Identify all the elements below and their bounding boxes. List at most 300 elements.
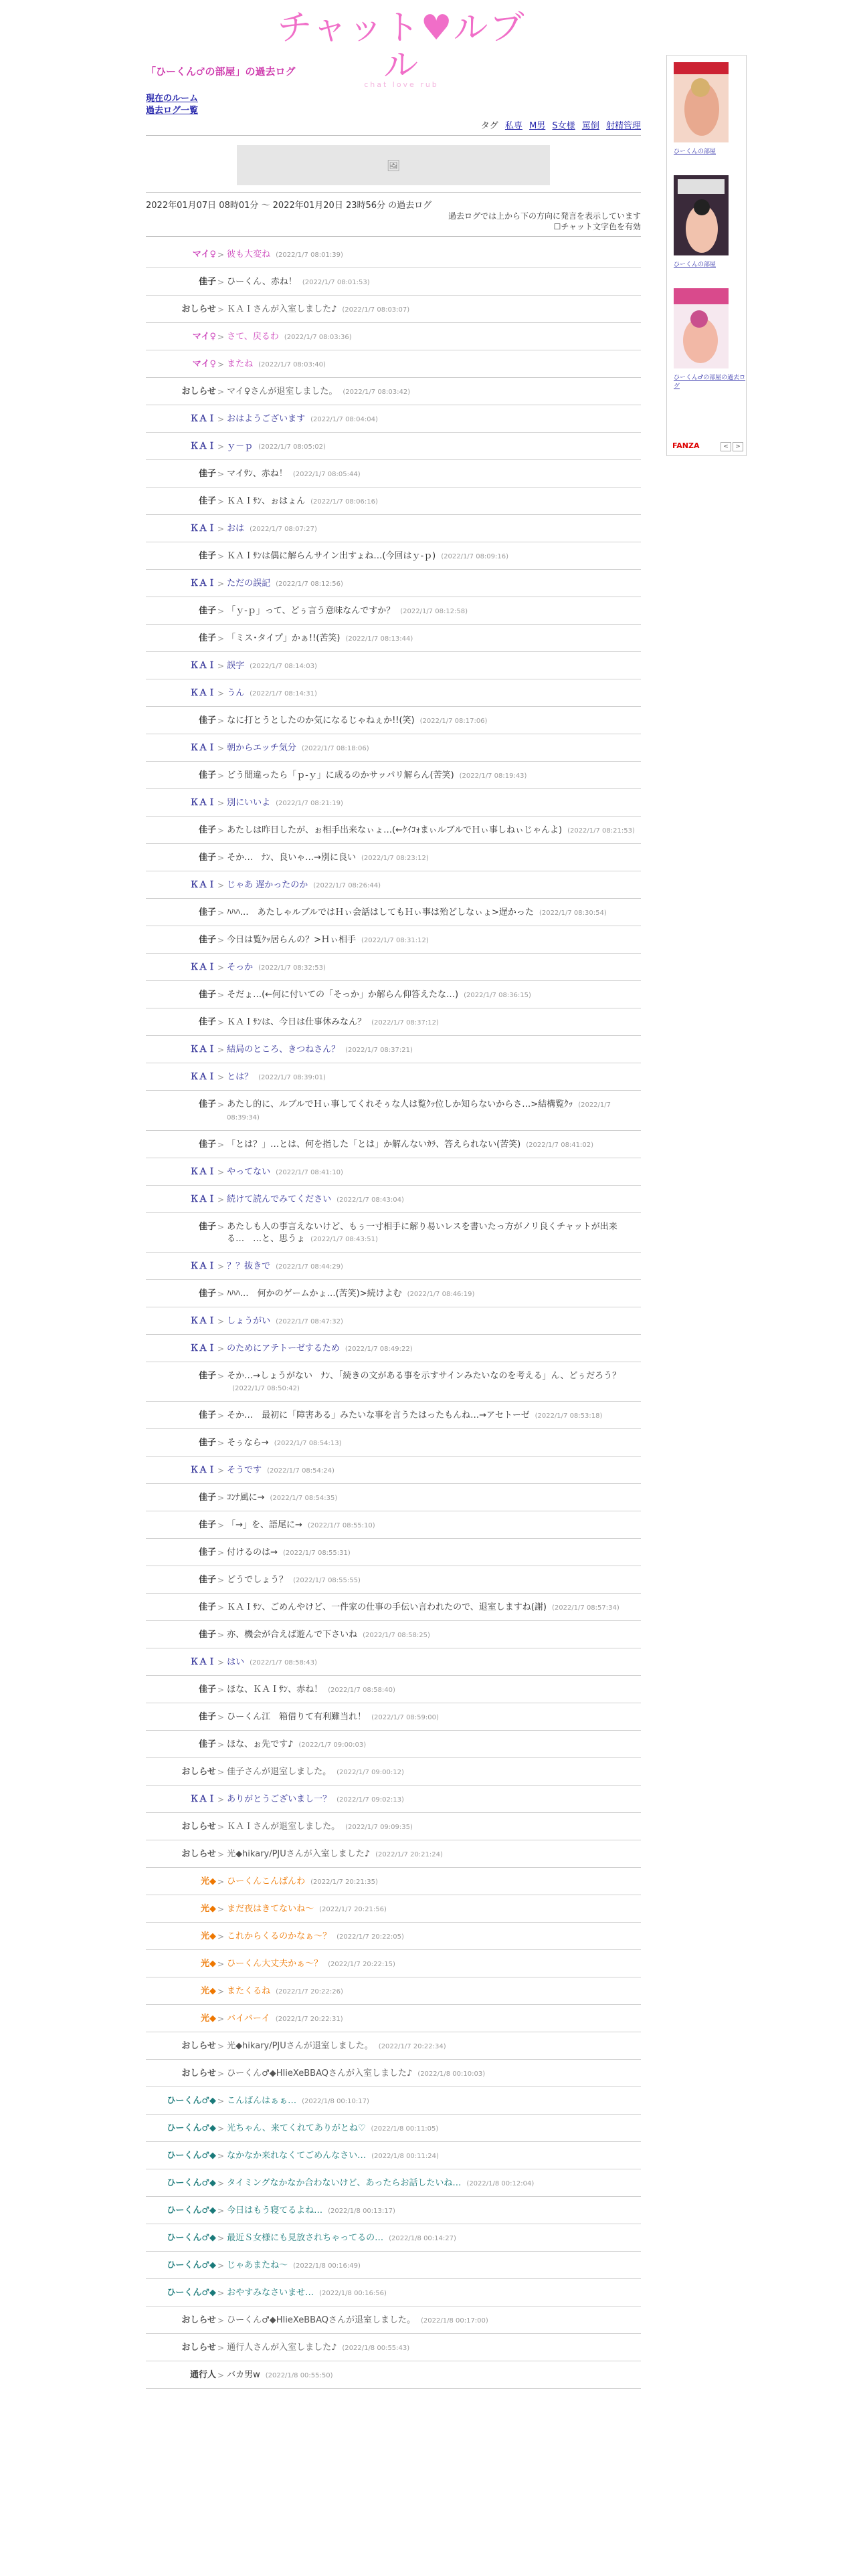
tag-link[interactable]: 罵倒 — [581, 121, 599, 131]
chat-message-row — [146, 405, 641, 433]
message-text: ＫＡＩｻﾝ、ぉはょん — [227, 496, 306, 506]
chat-message-row — [146, 2279, 641, 2306]
message-body — [227, 2369, 641, 2382]
speaker-name: ＫＡＩ — [189, 1316, 216, 1326]
separator-icon: > — [217, 1168, 225, 1177]
image-icon: 🖼 — [386, 158, 401, 172]
chat-message-row — [146, 926, 641, 954]
message-text: おはようございます — [227, 414, 306, 424]
timestamp: (2022/1/7 20:22:34) — [378, 2043, 446, 2050]
fanza-logo[interactable]: FANZA — [672, 441, 700, 450]
speaker-name: 光◆ — [201, 1931, 216, 1941]
speaker-name: ＫＡＩ — [189, 1794, 216, 1804]
message-text: うん — [227, 688, 245, 698]
book-cover-1[interactable] — [674, 62, 729, 142]
timestamp: (2022/1/7 08:57:34) — [551, 1604, 619, 1612]
ad-banner[interactable] — [237, 145, 550, 185]
message-body — [227, 687, 641, 700]
speaker-name: ひーくん♂◆ — [167, 2151, 216, 2161]
book-caption[interactable]: ひーくんの部屋 — [674, 261, 717, 268]
speaker-name: 佳子 — [198, 716, 216, 726]
timestamp: (2022/1/7 08:43:51) — [310, 1236, 378, 1243]
chat-message-row — [146, 762, 641, 789]
speaker-name: おしらせ — [181, 2041, 216, 2051]
timestamp: (2022/1/7 08:44:29) — [276, 1263, 343, 1271]
timestamp: (2022/1/7 08:03:42) — [343, 389, 411, 396]
system-notice-row — [146, 2032, 641, 2060]
timestamp: (2022/1/8 00:16:56) — [319, 2290, 387, 2297]
message-body — [227, 413, 641, 426]
system-notice-row — [146, 2306, 641, 2334]
timestamp: (2022/1/7 08:41:10) — [276, 1169, 343, 1176]
message-body — [227, 1465, 641, 1477]
logo-title: チャット♥ルブル — [277, 8, 526, 86]
message-body — [227, 1574, 641, 1587]
speaker-name: 佳子 — [198, 633, 216, 643]
timestamp: (2022/1/7 08:03:40) — [258, 361, 326, 368]
speaker-name: ＫＡＩ — [189, 441, 216, 451]
message-text: 結局のところ、きつねさん？ — [227, 1045, 341, 1055]
separator-icon: > — [217, 2042, 225, 2051]
separator-icon: > — [217, 1548, 225, 1558]
chat-message-row — [146, 2197, 641, 2224]
speaker-name: 佳子 — [198, 277, 216, 287]
timestamp: (2022/1/7 08:49:22) — [345, 1346, 413, 1353]
current-room-link[interactable]: 現在のルーム — [146, 94, 199, 104]
separator-icon: > — [217, 1195, 225, 1204]
timestamp: (2022/1/7 08:50:42) — [232, 1385, 300, 1392]
message-body — [227, 1437, 641, 1450]
timestamp: (2022/1/7 08:59:00) — [371, 1714, 439, 1721]
speaker-name: ひーくん♂◆ — [167, 2206, 216, 2216]
chat-message-row — [146, 1457, 641, 1484]
timestamp: (2022/1/8 00:10:03) — [417, 2070, 486, 2078]
timestamp: (2022/1/7 08:47:32) — [276, 1318, 343, 1325]
speaker-name: ＫＡＩ — [189, 524, 216, 534]
message-text: ただの誤記 — [227, 578, 271, 588]
speaker-name: 光◆ — [201, 2014, 216, 2024]
timestamp: (2022/1/7 09:00:03) — [298, 1741, 367, 1749]
separator-icon: > — [217, 2206, 225, 2216]
separator-icon: > — [217, 963, 225, 972]
message-text: あたしも人の事言えないけど、もぅ一寸相手に解り易いレスを書いたっ方がノリ良くチャットが出来る… …と、思うょ — [227, 1222, 617, 1244]
tag-link[interactable]: S女様 — [552, 121, 575, 131]
message-text: あたし的に、ルブルでＨぃ事してくれそぅな人は覧ｸｯ位しか知らないからさ…>結構覧ｸｯ — [227, 1099, 573, 1109]
timestamp: (2022/1/7 08:07:27) — [250, 526, 317, 533]
color-toggle-label: チャット文字色を有効 — [561, 222, 641, 231]
speaker-name: 佳子 — [198, 469, 216, 479]
speaker-name: ＫＡＩ — [189, 962, 216, 972]
log-list-link[interactable]: 過去ログ一覧 — [146, 106, 199, 116]
book-cover-3[interactable] — [674, 288, 729, 368]
speaker-name: 佳子 — [198, 770, 216, 780]
separator-icon: > — [217, 387, 225, 397]
message-text: ひーくん、赤ね！ — [227, 277, 297, 287]
timestamp: (2022/1/8 00:13:17) — [328, 2208, 395, 2215]
system-notice-row — [146, 1840, 641, 1868]
message-text: そうです — [227, 1465, 262, 1475]
chat-message-row — [146, 844, 641, 871]
timestamp: (2022/1/7 08:37:12) — [371, 1019, 439, 1027]
message-text: じゃあまたね～ — [227, 2260, 288, 2270]
separator-icon: > — [217, 689, 225, 698]
timestamp: (2022/1/7 08:37:21) — [345, 1047, 413, 1054]
timestamp: (2022/1/8 00:16:49) — [293, 2262, 361, 2270]
chat-message-row — [146, 679, 641, 707]
message-body — [227, 825, 641, 837]
book-caption[interactable]: ひーくん♂の部屋の過去ログ — [674, 374, 746, 390]
book-cover-2[interactable] — [674, 175, 729, 255]
timestamp: (2022/1/7 08:18:06) — [301, 745, 369, 752]
separator-icon: > — [217, 415, 225, 424]
page-title: 「ひーくん♂の部屋」の過去ログ — [146, 66, 296, 78]
tag-label: タグ — [480, 121, 498, 131]
message-body — [227, 1139, 641, 1152]
message-text: ＫＡＩｻﾝ、ごめんやけど、一件家の仕事の手伝い言われたので、退室しますね(謝) — [227, 1602, 547, 1612]
speaker-name: おしらせ — [181, 2343, 216, 2353]
speaker-name: ＫＡＩ — [189, 1465, 216, 1475]
tag-link[interactable]: 私専 — [504, 121, 522, 131]
speaker-name: 佳子 — [198, 1739, 216, 1749]
message-text: 「ｙ-ｐ」って、どぅ言う意味なんですか？ — [227, 606, 395, 616]
timestamp: (2022/1/7 08:04:04) — [310, 416, 378, 423]
tag-bar — [146, 118, 641, 131]
timestamp: (2022/1/7 08:21:53) — [567, 827, 635, 835]
chat-message-row — [146, 1186, 641, 1213]
chat-message-row — [146, 899, 641, 926]
message-body — [227, 386, 641, 399]
message-body — [227, 2013, 641, 2026]
message-body — [227, 358, 641, 371]
speaker-name: ＫＡＩ — [189, 1194, 216, 1204]
speaker-name: 佳子 — [198, 1371, 216, 1381]
chat-message-row — [146, 1539, 641, 1566]
message-text: ひーくんこんばんわ — [227, 1876, 306, 1887]
chat-message-row — [146, 515, 641, 542]
message-body — [227, 770, 641, 782]
message-text: ほな、ＫＡＩｻﾝ、赤ね！ — [227, 1685, 323, 1695]
separator-icon: > — [217, 1100, 225, 1109]
chat-message-row — [146, 1648, 641, 1676]
speaker-name: 佳子 — [198, 1289, 216, 1299]
speaker-name: おしらせ — [181, 2315, 216, 2325]
timestamp: (2022/1/7 20:22:31) — [275, 2016, 343, 2023]
message-text: 付けるのは→ — [227, 1547, 278, 1558]
message-body — [227, 1221, 641, 1246]
speaker-name: 佳子 — [198, 1575, 216, 1585]
tag-link[interactable]: M男 — [529, 121, 546, 131]
separator-icon: > — [217, 798, 225, 808]
separator-icon: > — [217, 305, 225, 314]
speaker-name: ＫＡＩ — [189, 414, 216, 424]
chat-log — [146, 241, 641, 2389]
chat-message-row — [146, 460, 641, 488]
message-body — [227, 1711, 641, 1724]
speaker-name: 佳子 — [198, 1099, 216, 1109]
speaker-name: 佳子 — [198, 907, 216, 918]
chat-message-row — [146, 652, 641, 679]
message-body — [227, 1958, 641, 1971]
message-body — [227, 1766, 641, 1779]
message-body — [227, 1492, 641, 1505]
chat-message-row — [146, 1566, 641, 1594]
message-body — [227, 660, 641, 673]
message-text: マイ♀さんが退室しました。 — [227, 387, 338, 397]
message-text: おは — [227, 524, 245, 534]
message-text: 光◆hikary/PJUさんが入室しました♪ — [227, 1849, 371, 1859]
message-body — [227, 1848, 641, 1861]
chat-message-row — [146, 1868, 641, 1895]
message-text: しょうがい — [227, 1316, 271, 1326]
speaker-name: 佳子 — [198, 935, 216, 945]
message-text: やってない — [227, 1167, 271, 1177]
tag-link[interactable]: 射精管理 — [605, 121, 641, 131]
chat-message-row — [146, 2169, 641, 2197]
message-text: ＫＡＩｻﾝは偶に解らんサイン出すょね…(今回はｙ-ｐ) — [227, 551, 436, 561]
message-text: バイバーイ — [227, 2014, 270, 2024]
separator-icon: > — [217, 1045, 225, 1055]
speaker-name: ＫＡＩ — [189, 1045, 216, 1055]
separator-icon: > — [217, 2179, 225, 2188]
color-toggle[interactable] — [554, 222, 641, 231]
chat-message-row — [146, 1977, 641, 2005]
speaker-name: ひーくん♂◆ — [167, 2178, 216, 2188]
message-body — [227, 1071, 641, 1084]
message-text: そぅなら→ — [227, 1438, 269, 1448]
speaker-name: 佳子 — [198, 1017, 216, 1027]
message-text: ＫＡＩさんが入室しました♪ — [227, 304, 337, 314]
speaker-name: 佳子 — [198, 1222, 216, 1232]
chat-message-row — [146, 542, 641, 570]
timestamp: (2022/1/7 08:46:19) — [407, 1291, 475, 1298]
message-text: こんばんはぁぁ… — [227, 2096, 297, 2106]
speaker-name: おしらせ — [181, 387, 216, 397]
message-body — [227, 715, 641, 728]
timestamp: (2022/1/8 00:55:50) — [265, 2372, 333, 2379]
site-logo[interactable] — [274, 8, 529, 89]
system-notice-row — [146, 296, 641, 323]
message-body — [227, 742, 641, 755]
separator-icon: > — [217, 1140, 225, 1150]
timestamp: (2022/1/7 08:39:34) — [227, 1101, 611, 1121]
message-body — [227, 2260, 641, 2272]
speaker-name: ひーくん♂◆ — [167, 2096, 216, 2106]
timestamp: (2022/1/7 08:01:53) — [302, 279, 370, 286]
timestamp: (2022/1/7 08:55:55) — [293, 1577, 361, 1584]
separator-icon: > — [217, 1795, 225, 1804]
timestamp: (2022/1/7 08:03:36) — [284, 334, 352, 341]
timestamp: (2022/1/7 08:17:06) — [419, 718, 488, 725]
message-body — [227, 852, 641, 865]
message-body — [227, 1288, 641, 1301]
chat-message-row — [146, 1253, 641, 1280]
speaker-name: 佳子 — [198, 606, 216, 616]
message-body — [227, 2287, 641, 2300]
speaker-name: おしらせ — [181, 1767, 216, 1777]
message-text: はい — [227, 1657, 245, 1667]
timestamp: (2022/1/8 00:11:24) — [371, 2153, 439, 2160]
speaker-name: マイ♀ — [192, 249, 216, 259]
chat-message-row — [146, 433, 641, 460]
timestamp: (2022/1/7 08:26:44) — [313, 882, 381, 889]
speaker-name: 佳子 — [198, 496, 216, 506]
message-text: ひーくん大丈夫かぁ～？ — [227, 1959, 323, 1969]
divider — [146, 135, 641, 136]
message-text: 今日は覧ｸｯ居らんの？>Ｈぃ相手 — [227, 935, 356, 945]
message-body — [227, 1821, 641, 1834]
message-body — [227, 2095, 641, 2108]
speaker-name: 佳子 — [198, 853, 216, 863]
message-body — [227, 1684, 641, 1697]
message-body — [227, 1931, 641, 1943]
message-text: ひーくん江 箱借りて有利難当れ！ — [227, 1712, 367, 1722]
message-text: ﾊﾊﾊ… 何かのゲームかょ…(苦笑)>続けよむ — [227, 1289, 402, 1299]
speaker-name: ＫＡＩ — [189, 798, 216, 808]
timestamp: (2022/1/7 08:55:31) — [282, 1549, 351, 1557]
next-arrow-icon[interactable]: > — [733, 442, 743, 451]
order-note: 過去ログでは上から下の方向に発言を表示しています — [448, 211, 641, 221]
main-content — [146, 64, 641, 2389]
message-text: まだ夜はきてないね～ — [227, 1904, 314, 1914]
message-body — [227, 962, 641, 974]
chat-message-row — [146, 981, 641, 1008]
timestamp: (2022/1/7 08:58:43) — [250, 1659, 317, 1667]
timestamp: (2022/1/7 20:22:05) — [337, 1933, 404, 1941]
chat-message-row — [146, 1950, 641, 1977]
logo-subtitle: chat love rub — [364, 80, 439, 89]
timestamp: (2022/1/7 08:21:19) — [276, 800, 343, 807]
message-body — [227, 2232, 641, 2245]
separator-icon: > — [217, 1222, 225, 1232]
timestamp: (2022/1/7 08:13:44) — [345, 635, 413, 643]
separator-icon: > — [217, 442, 225, 451]
chat-message-row — [146, 1786, 641, 1813]
speaker-name: 佳子 — [198, 1493, 216, 1503]
prev-arrow-icon[interactable]: < — [721, 442, 731, 451]
message-body — [227, 2315, 641, 2327]
chat-message-row — [146, 350, 641, 378]
separator-icon: > — [217, 360, 225, 369]
message-text: 亦、機会が合えば遊んで下さいね — [227, 1630, 358, 1640]
separator-icon: > — [217, 1262, 225, 1271]
message-text: とは？ — [227, 1072, 254, 1082]
separator-icon: > — [217, 1018, 225, 1027]
speaker-name: ＫＡＩ — [189, 880, 216, 890]
separator-icon: > — [217, 552, 225, 561]
chat-message-row — [146, 1731, 641, 1758]
book-caption[interactable]: ひーくんの部屋 — [674, 148, 717, 155]
separator-icon: > — [217, 2097, 225, 2106]
separator-icon: > — [217, 2234, 225, 2243]
message-text: 誤字 — [227, 661, 245, 671]
speaker-name: ひーくん♂◆ — [167, 2233, 216, 2243]
timestamp: (2022/1/7 08:23:12) — [361, 855, 429, 862]
separator-icon: > — [217, 1959, 225, 1969]
speaker-name: 光◆ — [201, 1986, 216, 1996]
separator-icon: > — [217, 2371, 225, 2380]
separator-icon: > — [217, 990, 225, 1000]
message-body — [227, 1794, 641, 1806]
chat-message-row — [146, 2005, 641, 2032]
message-text: そか… ﾅﾝ、良いゃ…→別に良い — [227, 853, 356, 863]
chat-message-row — [146, 734, 641, 762]
separator-icon: > — [217, 1073, 225, 1082]
separator-icon: > — [217, 908, 225, 918]
message-body — [227, 578, 641, 591]
message-text: 通行人さんが入室しました♪ — [227, 2343, 337, 2353]
message-text: どうでしょう？ — [227, 1575, 288, 1585]
timestamp: (2022/1/8 00:55:43) — [342, 2345, 410, 2352]
timestamp: (2022/1/7 09:09:35) — [345, 1824, 413, 1831]
message-text: 朝からエッチ気分 — [227, 743, 296, 753]
speaker-name: 佳子 — [198, 1602, 216, 1612]
message-body — [227, 276, 641, 289]
separator-icon: > — [217, 1521, 225, 1530]
message-body — [227, 331, 641, 344]
message-text: これからくるのかなぁ～？ — [227, 1931, 332, 1941]
message-text: そか… 最初に「障害ある」みたいな事を言うたはったもんね…→アセトーゼ — [227, 1410, 530, 1420]
chat-message-row — [146, 2115, 641, 2142]
message-text: のためにアテトーゼするため — [227, 1344, 340, 1354]
message-text: 佳子さんが退室しました。 — [227, 1767, 332, 1777]
separator-icon: > — [217, 853, 225, 863]
message-body — [227, 1343, 641, 1356]
message-body — [227, 1410, 641, 1422]
timestamp: (2022/1/7 08:58:25) — [363, 1632, 430, 1639]
speaker-name: 佳子 — [198, 1685, 216, 1695]
message-text: そっか — [227, 962, 254, 972]
speaker-name: 光◆ — [201, 1904, 216, 1914]
message-body — [227, 907, 641, 920]
message-text: またね — [227, 359, 254, 369]
timestamp: (2022/1/7 08:05:44) — [292, 471, 361, 478]
speaker-name: 佳子 — [198, 551, 216, 561]
chat-message-row — [146, 625, 641, 652]
message-body — [227, 633, 641, 645]
message-text: どう間違ったら「ｐ-ｙ」に成るのかサッパリ解らん(苦笑) — [227, 770, 454, 780]
message-body — [227, 2205, 641, 2218]
timestamp: (2022/1/7 08:06:16) — [310, 498, 378, 506]
speaker-name: ＫＡＩ — [189, 1167, 216, 1177]
message-text: ひーくん♂◆HIieXeBBAQさんが入室しました♪ — [227, 2068, 413, 2078]
checkbox-icon[interactable]: ☐ — [553, 222, 561, 231]
message-body — [227, 1315, 641, 1328]
separator-icon: > — [217, 524, 225, 534]
speaker-name: 光◆ — [201, 1959, 216, 1969]
divider — [146, 192, 641, 193]
timestamp: (2022/1/7 08:12:56) — [276, 580, 343, 588]
message-body — [227, 1602, 641, 1614]
separator-icon: > — [217, 1685, 225, 1695]
separator-icon: > — [217, 1767, 225, 1777]
message-text: マイｻﾝ、赤ね！ — [227, 469, 288, 479]
speaker-name: ひーくん♂◆ — [167, 2123, 216, 2133]
chat-message-row — [146, 1036, 641, 1063]
timestamp: (2022/1/7 08:14:03) — [250, 663, 317, 670]
speaker-name: 佳子 — [198, 1438, 216, 1448]
message-body — [227, 2040, 641, 2053]
message-text: バカ男w — [227, 2370, 260, 2380]
timestamp: (2022/1/7 20:21:56) — [319, 1906, 387, 1913]
timestamp: (2022/1/7 08:58:40) — [328, 1687, 395, 1694]
message-text: ひーくん♂◆HIieXeBBAQさんが退室しました。 — [227, 2315, 415, 2325]
chat-message-row — [146, 1213, 641, 1253]
timestamp: (2022/1/8 00:11:05) — [371, 2125, 439, 2133]
message-body — [227, 1166, 641, 1179]
separator-icon: > — [217, 771, 225, 780]
chat-message-row — [146, 817, 641, 844]
speaker-name: 佳子 — [198, 1410, 216, 1420]
